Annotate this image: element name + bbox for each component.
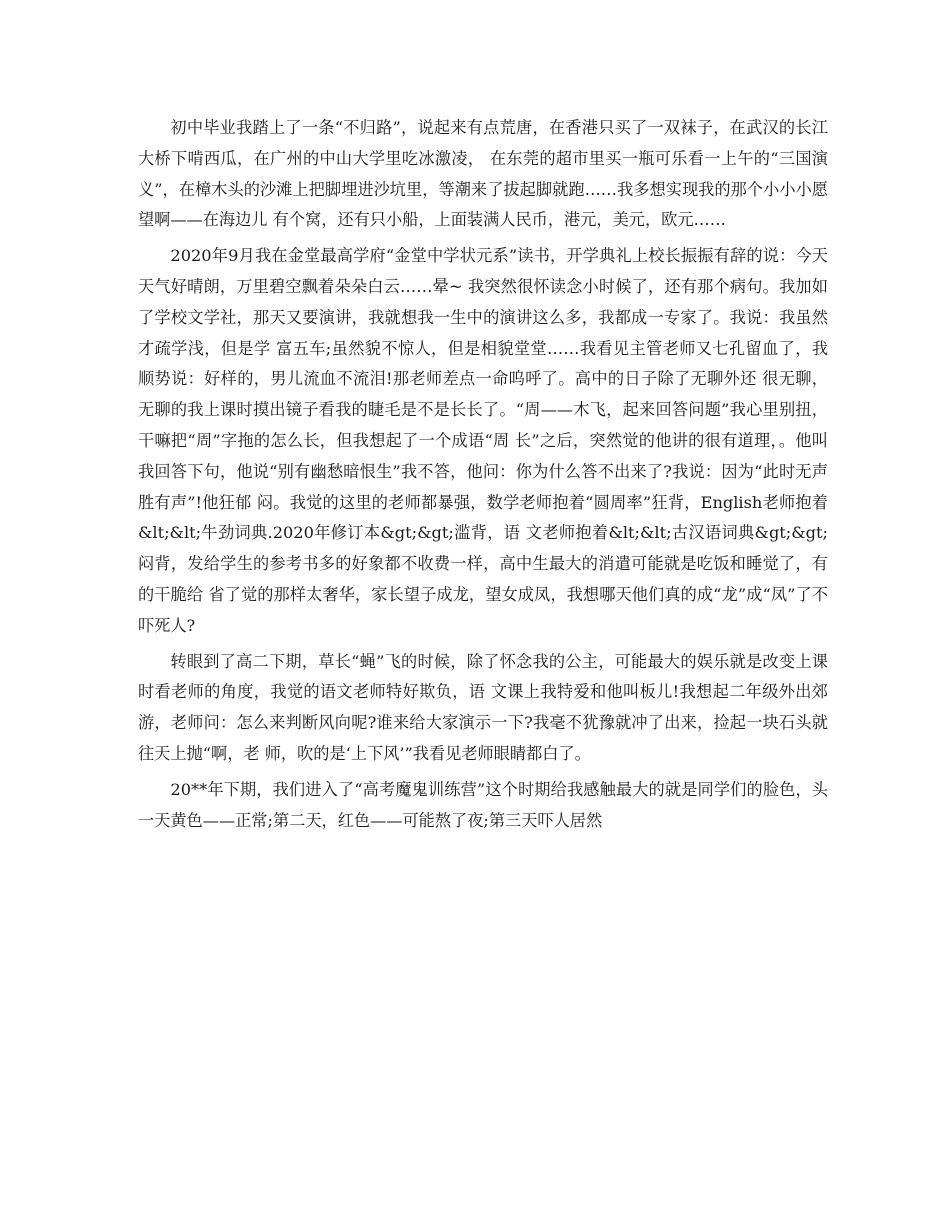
paragraph-2: 2020年9月我在金堂最高学府“金堂中学状元系”读书，开学典礼上校长振振有辞的说：今天天气好晴朗，万里碧空飘着朵朵白云……晕~ 我突然很怀读念小时候了，还有那个病句。我加如了学校文学社，那天又要演讲，我就想我一生中的演讲这么多，我都成一专家了。我说：我虽然才疏学浅，但是学 富五车;虽然貌不惊人，但是相貌堂堂……我看见主管老师又七孔留血了，我顺势说：好样的，男儿流血不流泪!那老师差点一命呜呼了。高中的日子除了无聊外还 很无聊，无聊的我上课时摸出镜子看我的睫毛是不是长长了。“周——木飞，起来回答问题”我心里别扭，干嘛把“周”字拖的怎么长，但我想起了一个成语“周 长”之后，突然觉的他讲的很有道理，。他叫我回答下句，他说“别有幽愁暗恨生”我不答，他问：你为什么答不出来了?我说：因为“此时无声胜有声”!他狂郁 闷。我觉的这里的老师都暴强，数学老师抱着“圆周率”狂背，English老师抱着&lt;&lt;牛劲词典.2020年修订本&gt;&gt;滥背，语 文老师抱着&lt;&lt;古汉语词典&gt;&gt;闷背，发给学生的参考书多的好象都不收费一样，高中生最大的消遣可能就是吃饭和睡觉了，有的干脆给 省了觉的那样太奢华，家长望子成龙，望女成凤，我想哪天他们真的成“龙”成“凤”了不吓死人? — [138, 246, 828, 635]
document-page — [138, 113, 828, 841]
paragraph-1: 初中毕业我踏上了一条“不归路”，说起来有点荒唐，在香港只买了一双袜子，在武汉的长江大桥下啃西瓜，在广州的中山大学里吃冰激凌， 在东莞的超市里买一瓶可乐看一上午的“三国演义”，在樟木头的沙滩上把脚埋进沙坑里，等潮来了拔起脚就跑……我多想实现我的那个小小小愿望啊——在海边儿 有个窝，还有只小船，上面装满人民币，港元，美元，欧元…… — [138, 118, 828, 230]
paragraph-3: 转眼到了高二下期，草长“蝇”飞的时候，除了怀念我的公主，可能最大的娱乐就是改变上课时看老师的角度，我觉的语文老师特好欺负，语 文课上我特爱和他叫板儿!我想起二年级外出郊游，老师问：怎么来判断风向呢?谁来给大家演示一下?我毫不犹豫就冲了出来，捡起一块石头就往天上抛“啊，老 师，吹的是‘上下风’”我看见老师眼睛都白了。 — [138, 651, 828, 763]
paragraph-4: 20**年下期，我们进入了“高考魔鬼训练营”这个时期给我感触最大的就是同学们的脸色，头一天黄色——正常;第二天，红色——可能熬了夜;第三天吓人居然 — [138, 779, 828, 830]
